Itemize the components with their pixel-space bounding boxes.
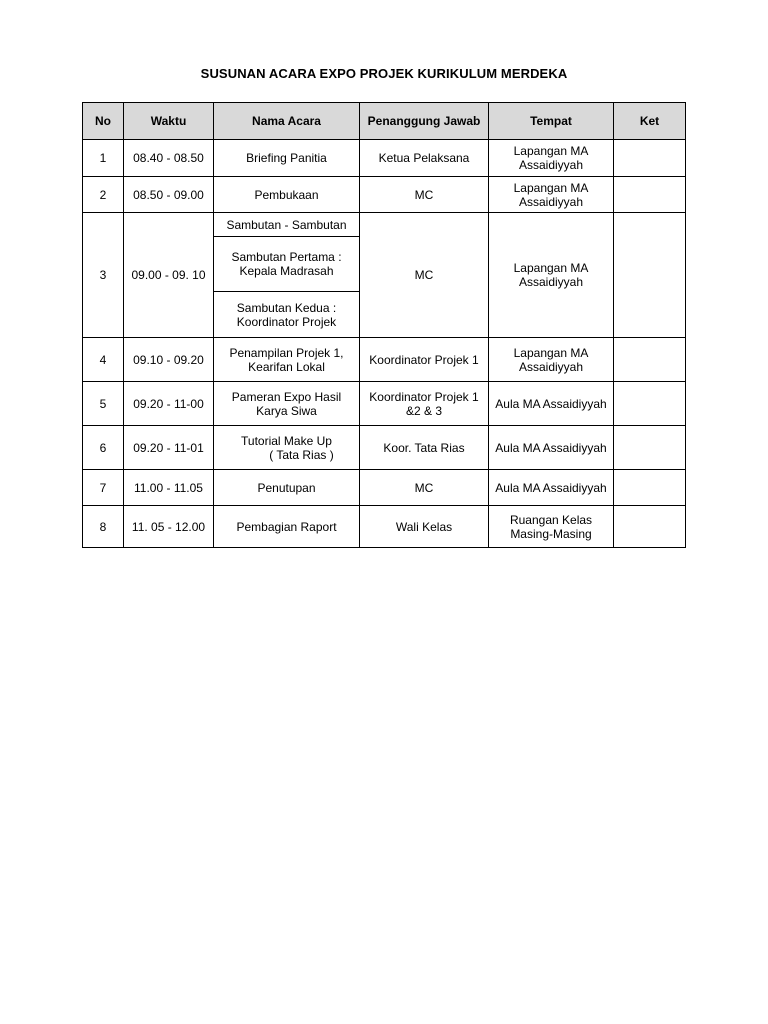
cell-line: Assaidiyyah [518, 158, 584, 172]
cell-no: 2 [83, 177, 124, 213]
cell-no: 4 [83, 338, 124, 382]
cell-ket [614, 426, 686, 470]
cell-line: MC [414, 480, 434, 495]
document-title: SUSUNAN ACARA EXPO PROJEK KURIKULUM MERDEKA [200, 66, 568, 81]
header-nama-acara: Nama Acara [214, 103, 360, 140]
cell-nama-acara [214, 177, 360, 213]
cell-line: Lapangan MA [513, 144, 589, 158]
cell-line: Aula MA Assaidiyyah [495, 440, 607, 455]
cell-nama-acara [214, 237, 360, 292]
cell-ket [614, 338, 686, 382]
table-header-row [83, 103, 686, 140]
cell-line: Karya Siwa [256, 403, 317, 418]
cell-tempat [489, 470, 614, 506]
cell-line: Wali Kelas [395, 519, 453, 534]
cell-ket [614, 213, 686, 338]
cell-waktu: 08.40 - 08.50 [124, 140, 214, 177]
cell-line [215, 448, 358, 462]
cell-line: Tutorial Make Up [241, 433, 332, 448]
cell-line: Sambutan Kedua : [236, 300, 337, 315]
cell-no: 8 [83, 506, 124, 548]
table-row [83, 213, 686, 237]
header-penanggung-jawab: Penanggung Jawab [360, 103, 489, 140]
cell-line: Briefing Panitia [246, 151, 327, 165]
cell-nama-acara [214, 140, 360, 177]
cell-penanggung-jawab [360, 382, 489, 426]
cell-line: Assaidiyyah [518, 275, 584, 289]
cell-penanggung-jawab [360, 470, 489, 506]
cell-line: Penutupan [257, 480, 316, 495]
cell-line: Pembukaan [254, 187, 319, 202]
table-row [83, 140, 686, 177]
cell-penanggung-jawab [360, 426, 489, 470]
cell-line: Ketua Pelaksana [378, 151, 470, 165]
cell-line: Kearifan Lokal [248, 359, 325, 374]
cell-no: 6 [83, 426, 124, 470]
cell-no: 5 [83, 382, 124, 426]
cell-ket [614, 470, 686, 506]
table-row [83, 506, 686, 548]
cell-penanggung-jawab [360, 338, 489, 382]
cell-line: Masing-Masing [510, 526, 592, 541]
cell-nama-acara [214, 426, 360, 470]
cell-line: Aula MA Assaidiyyah [495, 480, 607, 495]
header-no: No [83, 103, 124, 140]
cell-line: Koordinator Projek 1 [369, 352, 479, 367]
cell-waktu: 08.50 - 09.00 [124, 177, 214, 213]
cell-nama-acara [214, 213, 360, 237]
cell-nama-acara [214, 470, 360, 506]
header-waktu: Waktu [124, 103, 214, 140]
cell-line: Assaidiyyah [518, 194, 584, 209]
cell-line: Koordinator Projek 1 [369, 389, 479, 404]
cell-no: 3 [83, 213, 124, 338]
cell-line-text: ( Tata Rias ) [269, 447, 334, 462]
cell-line: Lapangan MA [513, 345, 589, 360]
cell-line: MC [414, 268, 434, 282]
cell-nama-acara [214, 292, 360, 338]
header-tempat: Tempat [489, 103, 614, 140]
cell-ket [614, 140, 686, 177]
cell-tempat [489, 382, 614, 426]
cell-tempat [489, 213, 614, 338]
cell-line: Lapangan MA [513, 261, 589, 275]
cell-no: 1 [83, 140, 124, 177]
cell-waktu: 09.20 - 11-00 [124, 382, 214, 426]
cell-line: Lapangan MA [513, 180, 589, 195]
cell-waktu: 11. 05 - 12.00 [124, 506, 214, 548]
cell-no: 7 [83, 470, 124, 506]
cell-ket [614, 177, 686, 213]
schedule-table [82, 102, 686, 548]
cell-line: Sambutan Pertama : [231, 250, 342, 264]
table-row [83, 177, 686, 213]
table-row [83, 470, 686, 506]
cell-line: Koordinator Projek [236, 314, 337, 329]
cell-line: Pameran Expo Hasil [231, 389, 342, 404]
header-ket: Ket [614, 103, 686, 140]
table-row [83, 338, 686, 382]
cell-line: Pembagian Raport [236, 519, 337, 534]
cell-penanggung-jawab [360, 140, 489, 177]
cell-tempat [489, 338, 614, 382]
cell-nama-acara [214, 506, 360, 548]
cell-tempat [489, 506, 614, 548]
cell-ket [614, 382, 686, 426]
cell-tempat [489, 426, 614, 470]
cell-penanggung-jawab [360, 177, 489, 213]
cell-line: Assaidiyyah [518, 359, 584, 374]
cell-nama-acara [214, 382, 360, 426]
cell-waktu: 09.00 - 09. 10 [124, 213, 214, 338]
cell-line: Ruangan Kelas [509, 512, 593, 527]
cell-line: Koor. Tata Rias [383, 440, 465, 455]
table-row [83, 382, 686, 426]
cell-waktu: 09.10 - 09.20 [124, 338, 214, 382]
cell-nama-acara [214, 338, 360, 382]
cell-line: &2 & 3 [405, 403, 443, 418]
cell-waktu: 09.20 - 11-01 [124, 426, 214, 470]
cell-line: MC [414, 187, 434, 202]
cell-penanggung-jawab [360, 506, 489, 548]
table-row [83, 426, 686, 470]
cell-tempat [489, 140, 614, 177]
cell-waktu: 11.00 - 11.05 [124, 470, 214, 506]
cell-ket [614, 506, 686, 548]
cell-line: Penampilan Projek 1, [229, 345, 344, 360]
cell-tempat [489, 177, 614, 213]
cell-penanggung-jawab [360, 213, 489, 338]
cell-line: Kepala Madrasah [239, 264, 334, 278]
cell-line: Sambutan - Sambutan [226, 217, 347, 232]
cell-line: Aula MA Assaidiyyah [495, 396, 607, 411]
